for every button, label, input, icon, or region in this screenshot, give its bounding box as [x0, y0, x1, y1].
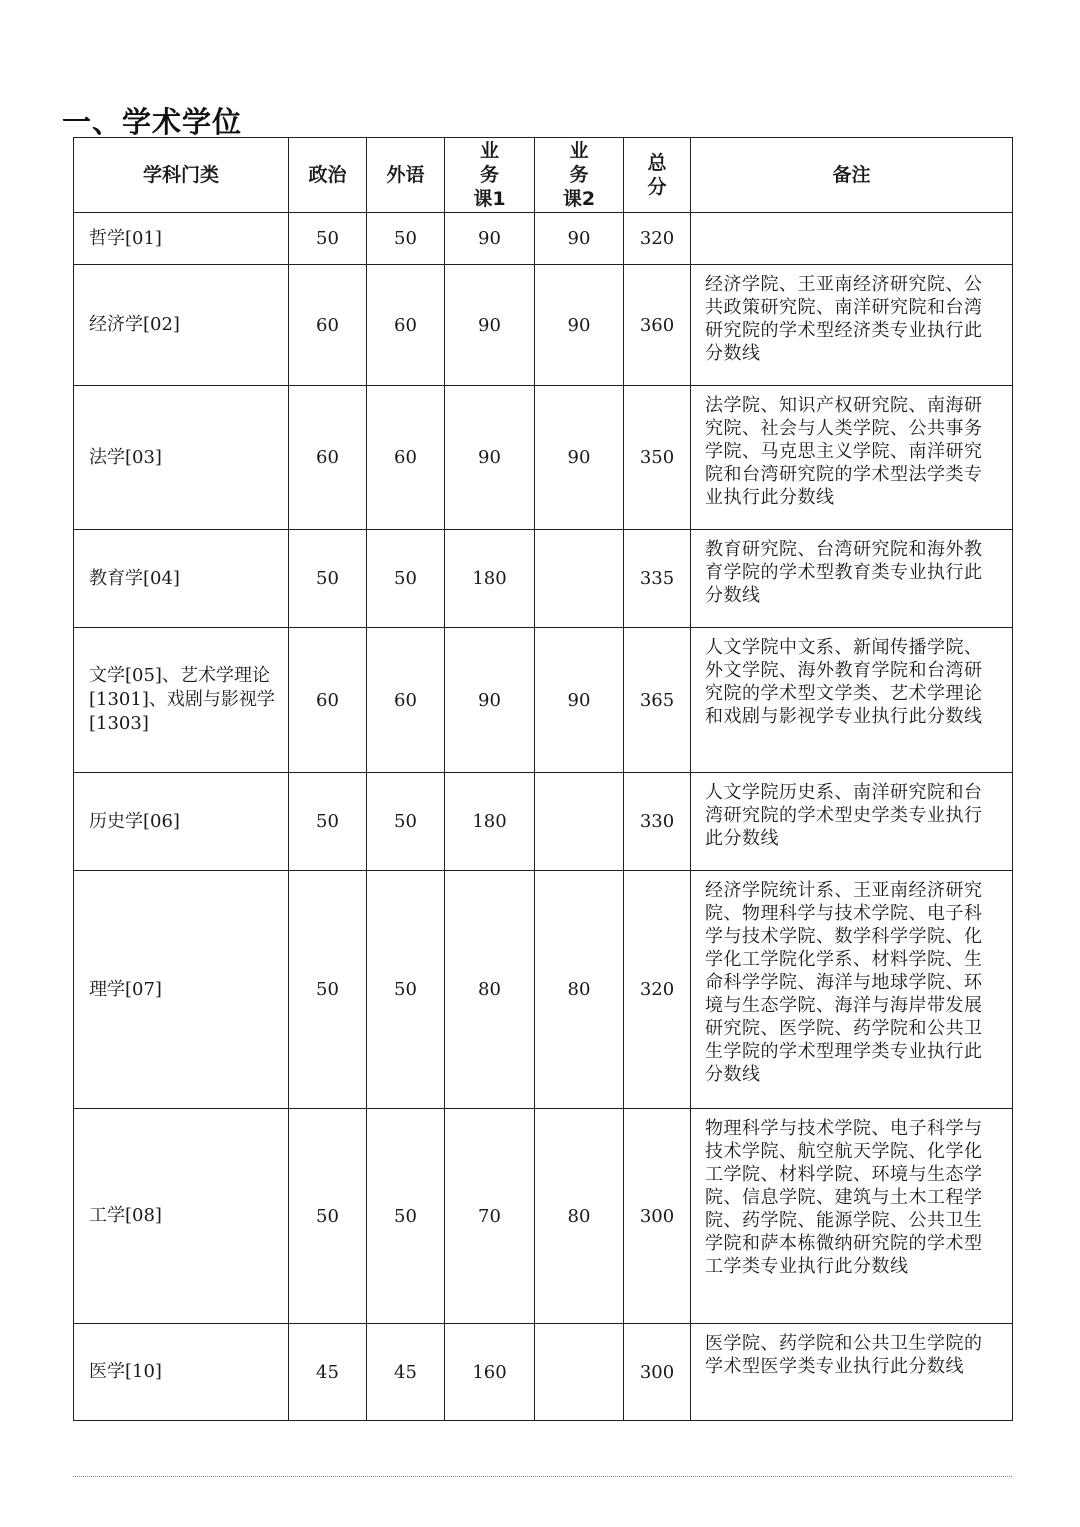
table-row — [74, 1324, 1013, 1421]
cell-subject: 理学[07] — [74, 871, 289, 1109]
table-row — [74, 213, 1013, 265]
cell-total: 300 — [624, 1324, 691, 1421]
table-row — [74, 871, 1013, 1109]
cell-course2: 90 — [535, 628, 624, 773]
cell-total: 320 — [624, 871, 691, 1109]
cell-course1: 160 — [445, 1324, 535, 1421]
table-row — [74, 1109, 1013, 1324]
cell-total: 360 — [624, 265, 691, 386]
cell-politics: 60 — [289, 386, 367, 530]
header-foreign: 外语 — [367, 138, 445, 213]
table-row — [74, 773, 1013, 871]
header-course1: 业务课1 — [445, 138, 535, 213]
table-row — [74, 628, 1013, 773]
cell-course2: 80 — [535, 1109, 624, 1324]
cell-note: 医学院、药学院和公共卫生学院的学术型医学类专业执行此分数线 — [691, 1324, 1013, 1421]
cell-politics: 60 — [289, 265, 367, 386]
footer-divider — [73, 1476, 1012, 1477]
cell-course2 — [535, 773, 624, 871]
cell-politics: 50 — [289, 213, 367, 265]
cell-note: 人文学院历史系、南洋研究院和台湾研究院的学术型史学类专业执行此分数线 — [691, 773, 1013, 871]
cell-course1: 90 — [445, 628, 535, 773]
header-note: 备注 — [691, 138, 1013, 213]
table-header-row — [74, 138, 1013, 213]
cell-subject: 历史学[06] — [74, 773, 289, 871]
header-total: 总分 — [624, 138, 691, 213]
cell-note: 物理科学与技术学院、电子科学与技术学院、航空航天学院、化学化工学院、材料学院、环境与生态学院、信息学院、建筑与土木工程学院、药学院、能源学院、公共卫生学院和萨本栋微纳研究院的学术型工学类专业执行此分数线 — [691, 1109, 1013, 1324]
cell-course1: 90 — [445, 265, 535, 386]
cell-foreign: 60 — [367, 265, 445, 386]
cell-note: 经济学院、王亚南经济研究院、公共政策研究院、南洋研究院和台湾研究院的学术型经济类专业执行此分数线 — [691, 265, 1013, 386]
cell-course2: 90 — [535, 265, 624, 386]
cell-politics: 50 — [289, 1109, 367, 1324]
cell-politics: 50 — [289, 871, 367, 1109]
cell-course1: 180 — [445, 530, 535, 628]
cell-foreign: 60 — [367, 386, 445, 530]
cell-course2 — [535, 530, 624, 628]
cell-foreign: 60 — [367, 628, 445, 773]
cell-course2 — [535, 1324, 624, 1421]
header-subject: 学科门类 — [74, 138, 289, 213]
cell-course2: 90 — [535, 386, 624, 530]
cell-total: 320 — [624, 213, 691, 265]
cell-subject: 工学[08] — [74, 1109, 289, 1324]
cell-foreign: 50 — [367, 871, 445, 1109]
cell-politics: 45 — [289, 1324, 367, 1421]
score-table — [73, 137, 1013, 1421]
cell-course1: 90 — [445, 386, 535, 530]
cell-foreign: 50 — [367, 213, 445, 265]
table-row — [74, 530, 1013, 628]
cell-subject: 哲学[01] — [74, 213, 289, 265]
cell-foreign: 50 — [367, 1109, 445, 1324]
cell-total: 300 — [624, 1109, 691, 1324]
cell-total: 330 — [624, 773, 691, 871]
cell-note: 教育研究院、台湾研究院和海外教育学院的学术型教育类专业执行此分数线 — [691, 530, 1013, 628]
cell-politics: 50 — [289, 773, 367, 871]
cell-note: 法学院、知识产权研究院、南海研究院、社会与人类学院、公共事务学院、马克思主义学院、南洋研究院和台湾研究院的学术型法学类专业执行此分数线 — [691, 386, 1013, 530]
cell-note: 人文学院中文系、新闻传播学院、外文学院、海外教育学院和台湾研究院的学术型文学类、艺术学理论和戏剧与影视学专业执行此分数线 — [691, 628, 1013, 773]
cell-politics: 50 — [289, 530, 367, 628]
cell-foreign: 50 — [367, 773, 445, 871]
section-title: 一、学术学位 — [62, 105, 243, 139]
cell-foreign: 45 — [367, 1324, 445, 1421]
cell-subject: 医学[10] — [74, 1324, 289, 1421]
table-row — [74, 386, 1013, 530]
cell-total: 365 — [624, 628, 691, 773]
cell-course1: 80 — [445, 871, 535, 1109]
table-row — [74, 265, 1013, 386]
cell-politics: 60 — [289, 628, 367, 773]
cell-note: 经济学院统计系、王亚南经济研究院、物理科学与技术学院、电子科学与技术学院、数学科学学院、化学化工学院化学系、材料学院、生命科学学院、海洋与地球学院、环境与生态学院、海洋与海岸带发展研究院、医学院、药学院和公共卫生学院的学术型理学类专业执行此分数线 — [691, 871, 1013, 1109]
cell-total: 350 — [624, 386, 691, 530]
cell-course1: 90 — [445, 213, 535, 265]
cell-foreign: 50 — [367, 530, 445, 628]
cell-subject: 教育学[04] — [74, 530, 289, 628]
cell-course1: 70 — [445, 1109, 535, 1324]
cell-subject: 法学[03] — [74, 386, 289, 530]
header-politics: 政治 — [289, 138, 367, 213]
cell-course1: 180 — [445, 773, 535, 871]
cell-subject: 经济学[02] — [74, 265, 289, 386]
cell-course2: 90 — [535, 213, 624, 265]
cell-note — [691, 213, 1013, 265]
cell-course2: 80 — [535, 871, 624, 1109]
header-course2: 业务课2 — [535, 138, 624, 213]
cell-subject: 文学[05]、艺术学理论[1301]、戏剧与影视学[1303] — [74, 628, 289, 773]
cell-total: 335 — [624, 530, 691, 628]
